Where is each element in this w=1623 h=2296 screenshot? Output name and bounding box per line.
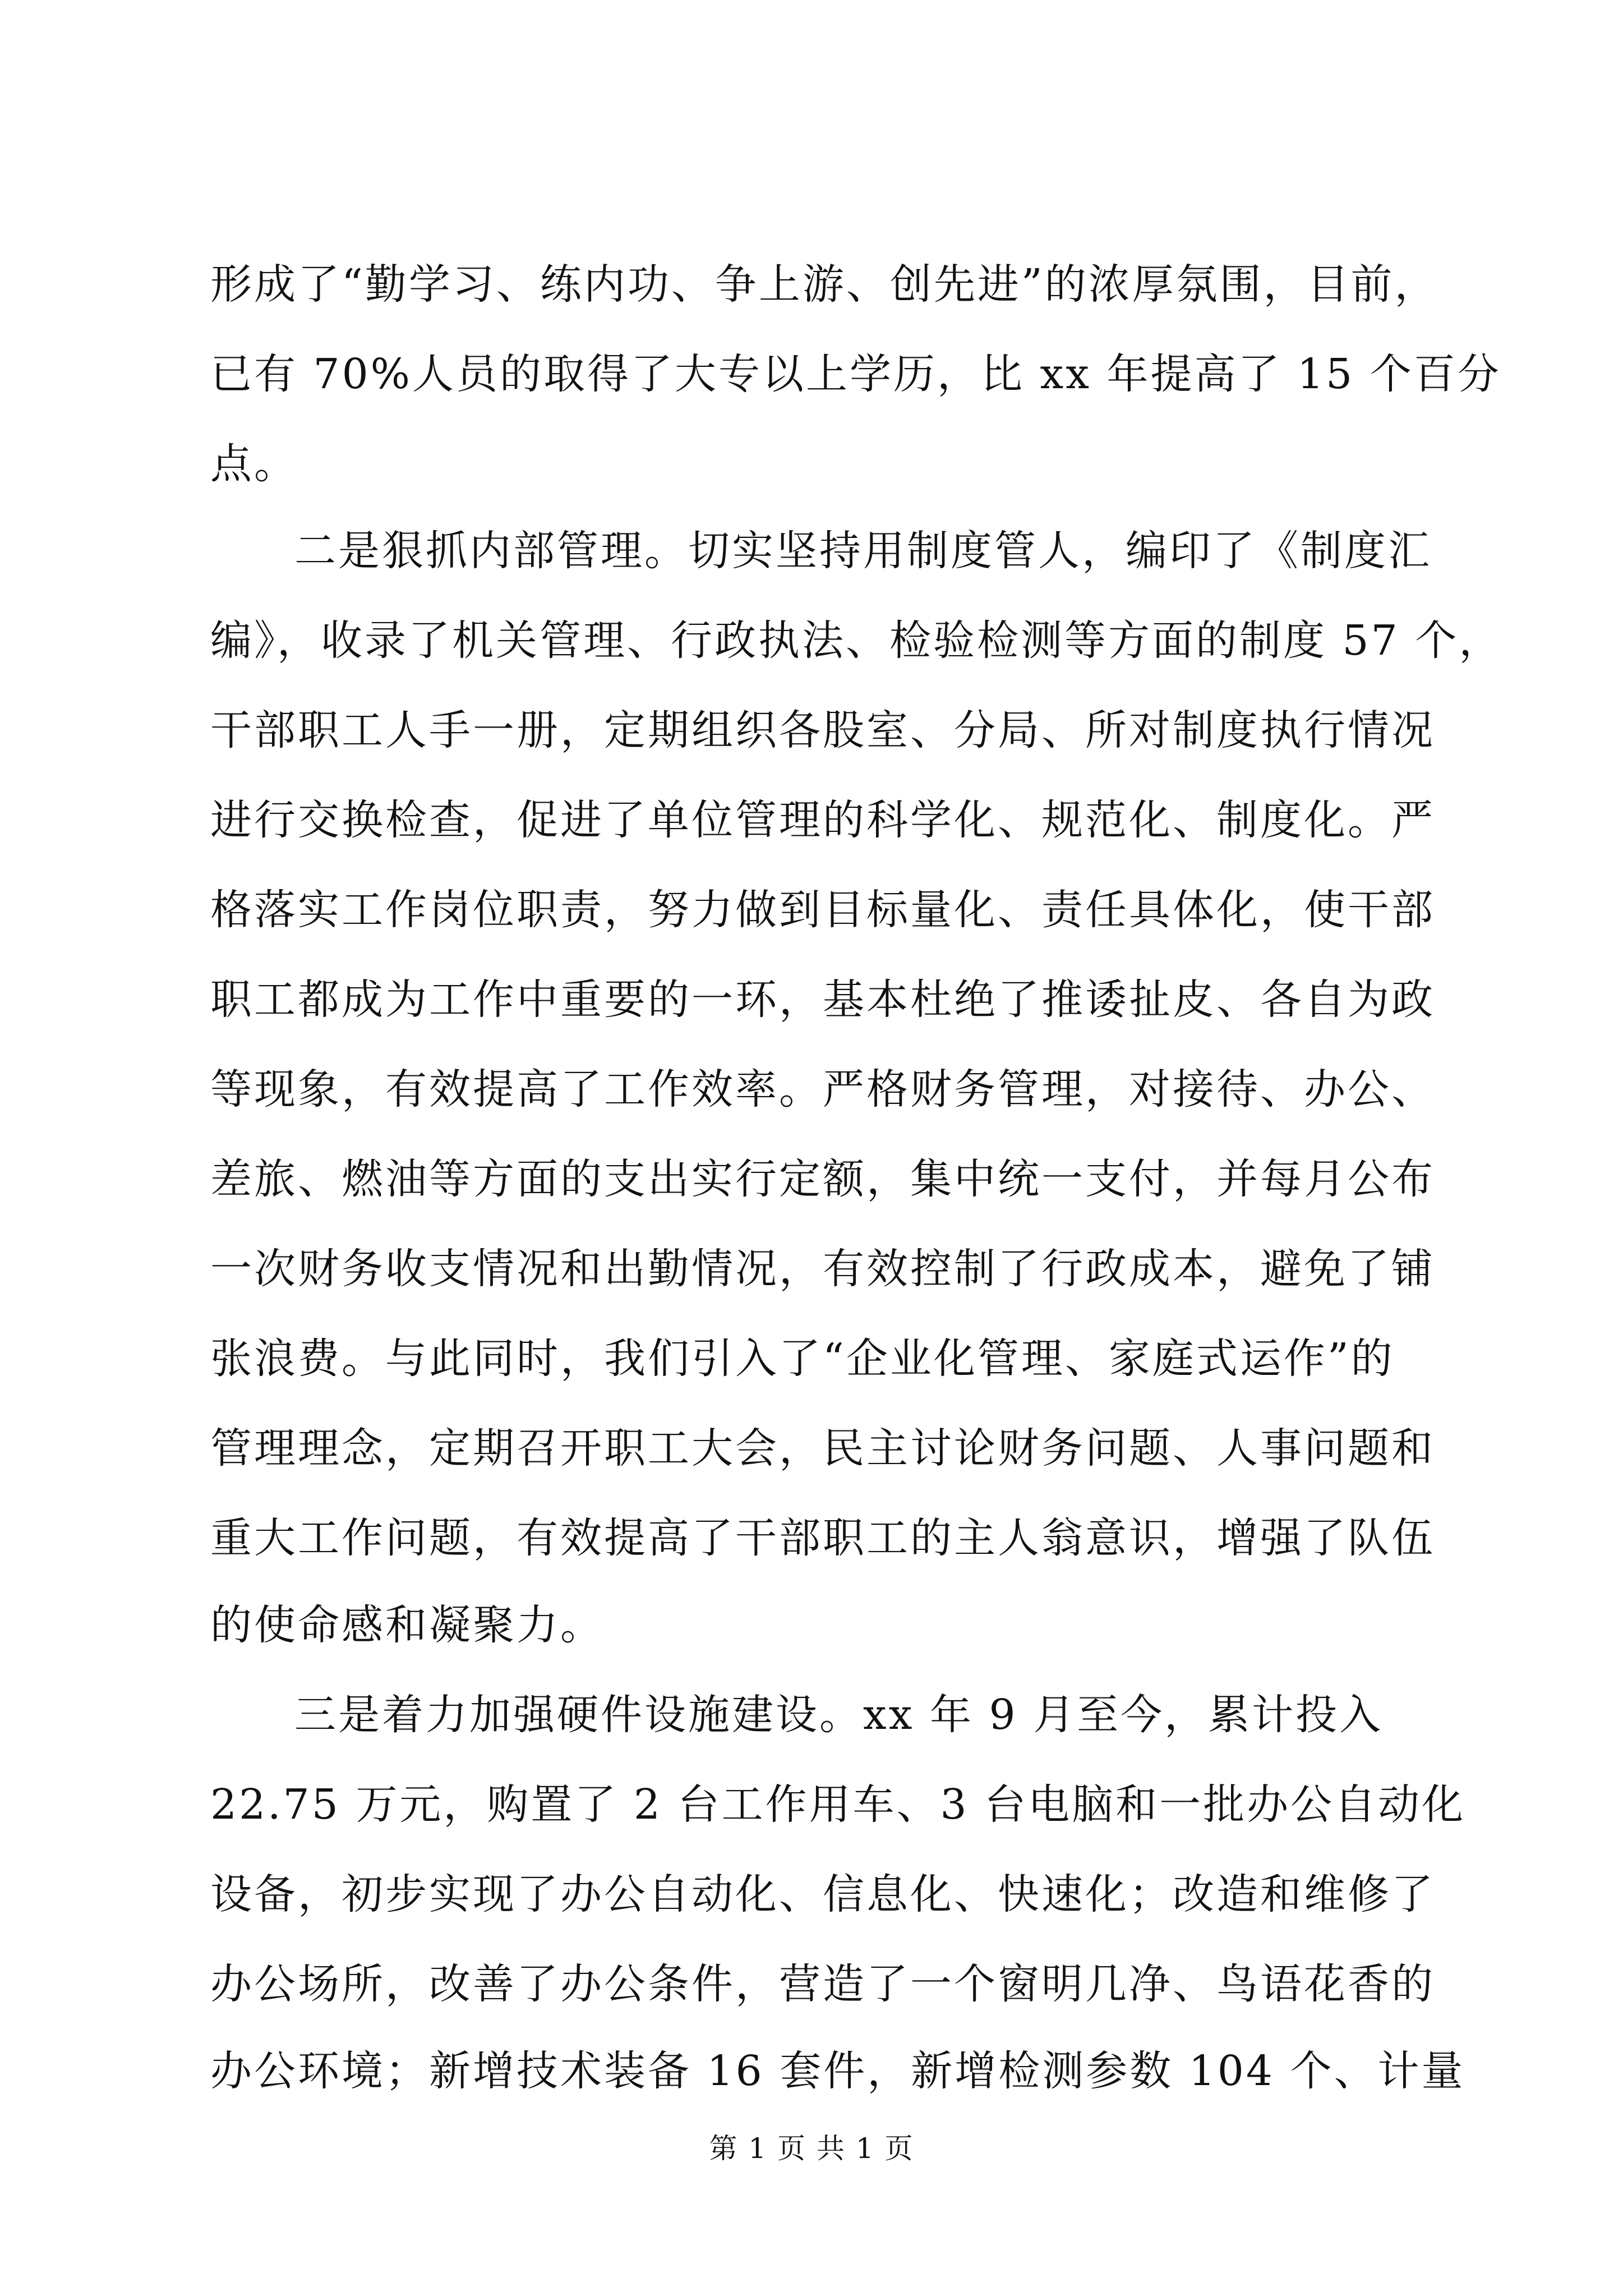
body-line-16: 的使命感和凝聚力。 <box>210 1601 604 1649</box>
body-line-5: 编》，收录了机关管理、行政执法、检验检测等方面的制度 57 个， <box>210 616 1503 665</box>
body-line-21: 办公环境；新增技术装备 16 套件，新增检测参数 104 个、计量 <box>210 2047 1465 2095</box>
body-line-9: 职工都成为工作中重要的一环，基本杜绝了推诿扯皮、各自为政 <box>210 976 1435 1024</box>
body-line-6: 干部职工人手一册，定期组织各股室、分局、所对制度执行情况 <box>210 706 1435 754</box>
page-footer: 第 1 页 共 1 页 <box>709 2132 914 2165</box>
body-line-18: 22.75 万元，购置了 2 台工作用车、3 台电脑和一批办公自动化 <box>210 1780 1466 1829</box>
body-line-20: 办公场所，改善了办公条件，营造了一个窗明几净、鸟语花香的 <box>210 1960 1435 2008</box>
body-line-17: 三是着力加强硬件设施建设。xx 年 9 月至今，累计投入 <box>294 1691 1384 1739</box>
body-line-2: 已有 70%人员的取得了大专以上学历，比 xx 年提高了 15 个百分 <box>210 350 1501 398</box>
body-line-12: 一次财务收支情况和出勤情况，有效控制了行政成本，避免了铺 <box>210 1245 1435 1293</box>
body-line-4: 二是狠抓内部管理。切实坚持用制度管人，编印了《制度汇 <box>294 527 1432 575</box>
body-line-10: 等现象，有效提高了工作效率。严格财务管理，对接待、办公、 <box>210 1065 1435 1114</box>
body-line-8: 格落实工作岗位职责，努力做到目标量化、责任具体化，使干部 <box>210 886 1435 934</box>
body-line-11: 差旅、燃油等方面的支出实行定额，集中统一支付，并每月公布 <box>210 1155 1435 1203</box>
body-line-19: 设备，初步实现了办公自动化、信息化、快速化；改造和维修了 <box>210 1870 1435 1918</box>
body-line-14: 管理理念，定期召开职工大会，民主讨论财务问题、人事问题和 <box>210 1424 1435 1473</box>
body-line-3: 点。 <box>210 440 298 488</box>
body-line-7: 进行交换检查，促进了单位管理的科学化、规范化、制度化。严 <box>210 796 1435 844</box>
body-line-1: 形成了“勤学习、练内功、争上游、创先进”的浓厚氛围，目前， <box>210 260 1438 309</box>
body-line-15: 重大工作问题，有效提高了干部职工的主人翁意识，增强了队伍 <box>210 1514 1435 1562</box>
body-line-13: 张浪费。与此同时，我们引入了“企业化管理、家庭式运作”的 <box>210 1335 1395 1383</box>
